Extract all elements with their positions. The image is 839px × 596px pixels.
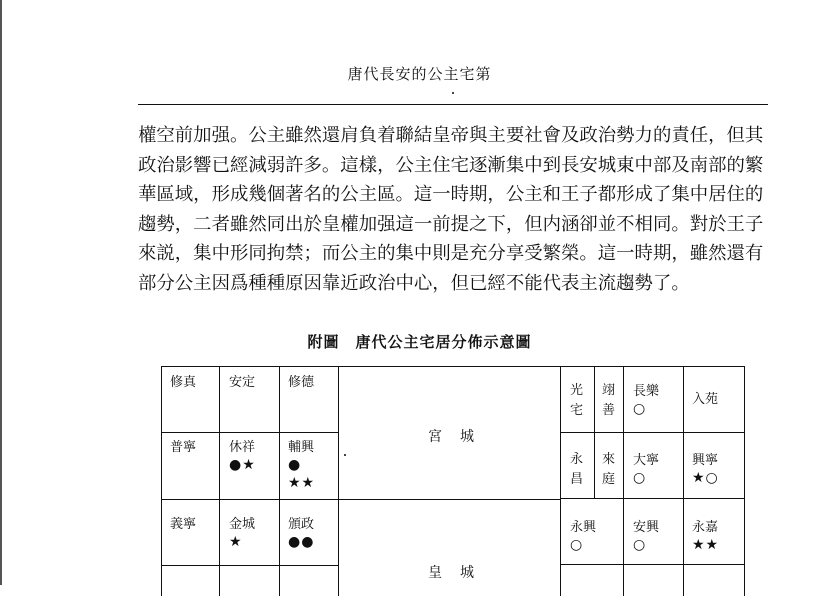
ward-name-bottom: 庭	[602, 472, 616, 487]
grid-line	[560, 366, 561, 596]
grid-line	[161, 565, 338, 566]
ward-name: 長樂	[633, 384, 660, 399]
ward-daning	[633, 452, 659, 487]
ward-ruyuan	[692, 391, 718, 408]
ward-name: 休祥	[229, 440, 256, 455]
grid-line	[744, 366, 745, 596]
body-line: 部分公主因爲種種原因靠近政治中心，但已經不能代表主流趨勢了。	[138, 272, 690, 294]
ward-name-bottom: 宅	[570, 403, 584, 418]
residence-marks: ●●	[288, 534, 315, 550]
ward-xiuzhen	[170, 374, 196, 391]
speck	[344, 454, 346, 456]
residence-marks: ○	[633, 537, 647, 553]
ward-laiting	[602, 450, 616, 490]
page-left-edge	[0, 0, 2, 585]
residence-marks: ★○	[692, 470, 719, 486]
ward-name: 頒政	[288, 517, 315, 532]
ward-puning	[170, 439, 196, 456]
residence-marks: ○	[633, 401, 647, 417]
grid-line	[623, 366, 624, 596]
grid-line	[338, 366, 339, 596]
grid-line	[161, 432, 338, 433]
ward-name: 普寧	[170, 440, 197, 455]
ward-name: 金城	[229, 517, 256, 532]
grid-line	[279, 366, 280, 596]
running-head: 唐代長安的公主宅第	[347, 65, 492, 83]
ward-yongchang	[570, 450, 584, 490]
body-paragraph	[138, 121, 770, 299]
imperial-city-label: 皇城	[428, 565, 492, 581]
ward-name: 修真	[170, 375, 197, 390]
grid-line	[338, 499, 560, 500]
ward-name: 永興	[570, 520, 597, 535]
grid-line	[560, 498, 744, 499]
ward-name: 永嘉	[692, 520, 719, 535]
grid-line	[219, 366, 220, 596]
ward-anxing	[633, 519, 659, 554]
ward-yongjia	[692, 519, 719, 554]
residence-marks: ★★	[692, 537, 720, 553]
grid-line	[161, 499, 338, 500]
figure-title: 附圖 唐代公主宅居分佈示意圖	[307, 333, 532, 351]
ward-name: 義寧	[170, 517, 197, 532]
grid-line	[161, 366, 745, 367]
ward-name: 入苑	[692, 392, 719, 407]
ward-name-bottom: 昌	[570, 472, 584, 487]
ward-name: 修德	[288, 375, 315, 390]
ward-name-bottom: 善	[602, 403, 616, 418]
body-line: 政治影響已經減弱許多。這樣，公主住宅逐漸集中到長安城東中部及南部的繁	[138, 154, 764, 176]
body-line: 華區域，形成幾個著名的公主區。這一時期，公主和王子都形成了集中居住的	[138, 184, 764, 206]
header-rule	[138, 104, 768, 105]
grid-line	[560, 564, 744, 565]
ward-anding	[229, 374, 255, 391]
ward-name: 安興	[633, 520, 660, 535]
ward-guangzhai	[570, 381, 584, 421]
body-line: 來説，集中形同拘禁；而公主的集中則是充分享受繁榮。這一時期，雖然還有	[138, 243, 764, 265]
residence-marks: ○	[633, 470, 647, 486]
residence-marks: ●★	[229, 457, 256, 473]
ward-yishan	[602, 381, 616, 421]
ward-songzheng	[288, 516, 314, 551]
ward-name-top: 永	[570, 452, 584, 467]
residence-marks: ○	[570, 537, 584, 553]
ward-map	[161, 366, 745, 596]
palace-city-label: 宮城	[428, 429, 492, 445]
ward-changle	[633, 383, 659, 418]
ward-name-top: 光	[570, 383, 584, 398]
residence-marks: ★	[229, 534, 243, 550]
ward-xiuxiang	[229, 439, 256, 474]
body-line: 權空前加强。公主雖然還肩負着聯結皇帝與主要社會及政治勢力的責任，但其	[138, 125, 764, 146]
ward-yongxing	[570, 519, 596, 554]
body-line: 趨勢，二者雖然同出於皇權加强這一前提之下，但内涵卻並不相同。對於王子	[138, 213, 764, 235]
ward-yining	[170, 516, 196, 533]
ward-name: 安定	[229, 375, 256, 390]
grid-line	[683, 366, 684, 596]
ward-fuxing	[288, 439, 315, 492]
ward-name: 大寧	[633, 453, 660, 468]
grid-line	[161, 366, 162, 596]
ward-xingning	[692, 452, 719, 487]
ward-jincheng	[229, 516, 255, 551]
ward-name-top: 翊	[602, 383, 616, 398]
ward-name: 輔興	[288, 440, 315, 455]
speck	[452, 92, 454, 94]
ward-name: 興寧	[692, 453, 719, 468]
ward-xiude	[288, 374, 314, 391]
grid-line	[560, 432, 744, 433]
residence-marks: ●	[288, 457, 302, 473]
ward-name-top: 來	[602, 452, 616, 467]
residence-marks: ★★	[288, 475, 316, 491]
